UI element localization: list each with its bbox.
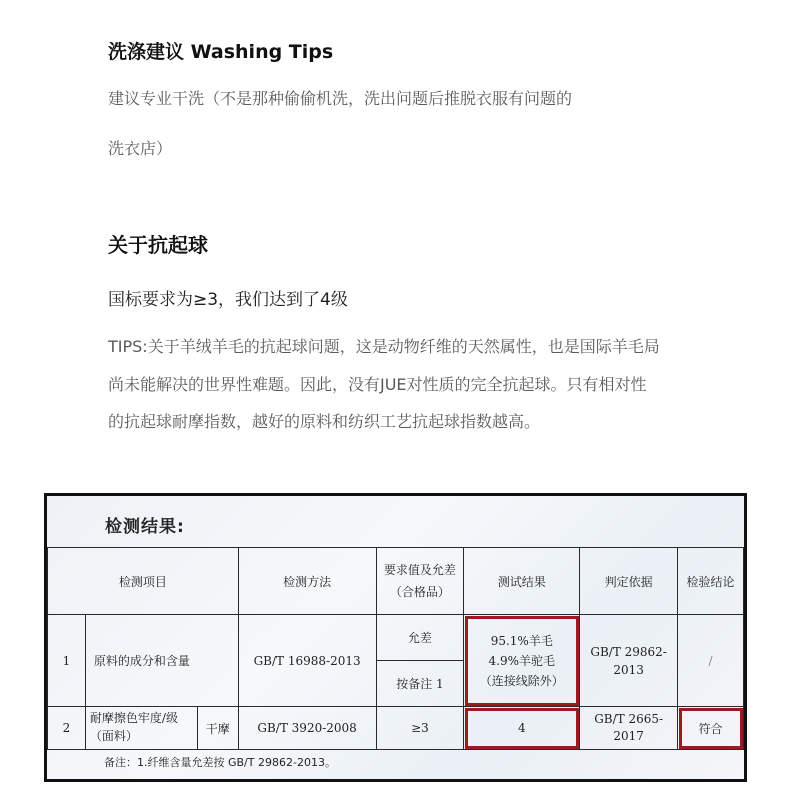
header-conclusion: 检验结论 bbox=[678, 548, 744, 615]
washing-tips-text-cont: 洗衣店） bbox=[108, 139, 173, 158]
result-line: 95.1%羊毛 bbox=[490, 633, 553, 648]
row-basis: GB/T 29862-2013 bbox=[580, 615, 678, 707]
row-item-name: 耐摩擦色牢度/级（面料） bbox=[86, 707, 198, 749]
row-requirement-a: 允差 bbox=[376, 615, 464, 661]
row-result: 4 bbox=[464, 707, 580, 750]
header-requirement: 要求值及允差（合格品） bbox=[376, 548, 464, 615]
tips-line: 的抗起球耐摩指数，越好的原料和纺织工艺抗起球指数越高。 bbox=[108, 412, 541, 431]
row-result bbox=[464, 615, 580, 707]
row-requirement: ≥3 bbox=[376, 707, 464, 750]
report-table bbox=[47, 547, 744, 750]
row-number: 2 bbox=[48, 707, 86, 750]
tips-line: 尚未能解决的世界性难题。因此，没有JUE对性质的完全抗起球。只有相对性 bbox=[108, 375, 647, 394]
result-line: 4.9%羊驼毛 bbox=[488, 653, 556, 668]
row-requirement-b: 按备注 1 bbox=[376, 661, 464, 707]
report-note: 备注：1.纤维含量允差按 GB/T 29862-2013。 bbox=[104, 756, 336, 769]
table-header-row bbox=[48, 548, 744, 615]
row-item bbox=[85, 707, 238, 750]
pilling-standard: 国标要求为≥3，我们达到了4级 bbox=[108, 290, 348, 310]
header-result: 测试结果 bbox=[464, 548, 580, 615]
row-item-sub: 干摩 bbox=[205, 721, 230, 736]
test-report bbox=[44, 493, 747, 782]
row-item: 原料的成分和含量 bbox=[85, 615, 238, 707]
table-row bbox=[48, 615, 744, 661]
table-row bbox=[48, 707, 744, 750]
row-conclusion: / bbox=[678, 615, 744, 707]
row-conclusion: 符合 bbox=[678, 707, 744, 750]
washing-tips-title: 洗涤建议 Washing Tips bbox=[108, 41, 334, 63]
header-item: 检测项目 bbox=[48, 548, 239, 615]
row-method: GB/T 3920-2008 bbox=[238, 707, 376, 750]
report-title: 检测结果: bbox=[105, 517, 185, 537]
result-line: （连接线除外） bbox=[479, 673, 564, 688]
header-method: 检测方法 bbox=[238, 548, 376, 615]
row-basis: GB/T 2665-2017 bbox=[580, 707, 678, 750]
pilling-title: 关于抗起球 bbox=[108, 233, 208, 257]
tips-line: TIPS:关于羊绒羊毛的抗起球问题，这是动物纤维的天然属性，也是国际羊毛局 bbox=[108, 337, 660, 356]
row-number: 1 bbox=[48, 615, 86, 707]
row-method: GB/T 16988-2013 bbox=[238, 615, 376, 707]
header-basis: 判定依据 bbox=[580, 548, 678, 615]
washing-tips-text: 建议专业干洗（不是那种偷偷机洗，洗出问题后推脱衣服有问题的 bbox=[108, 89, 573, 108]
